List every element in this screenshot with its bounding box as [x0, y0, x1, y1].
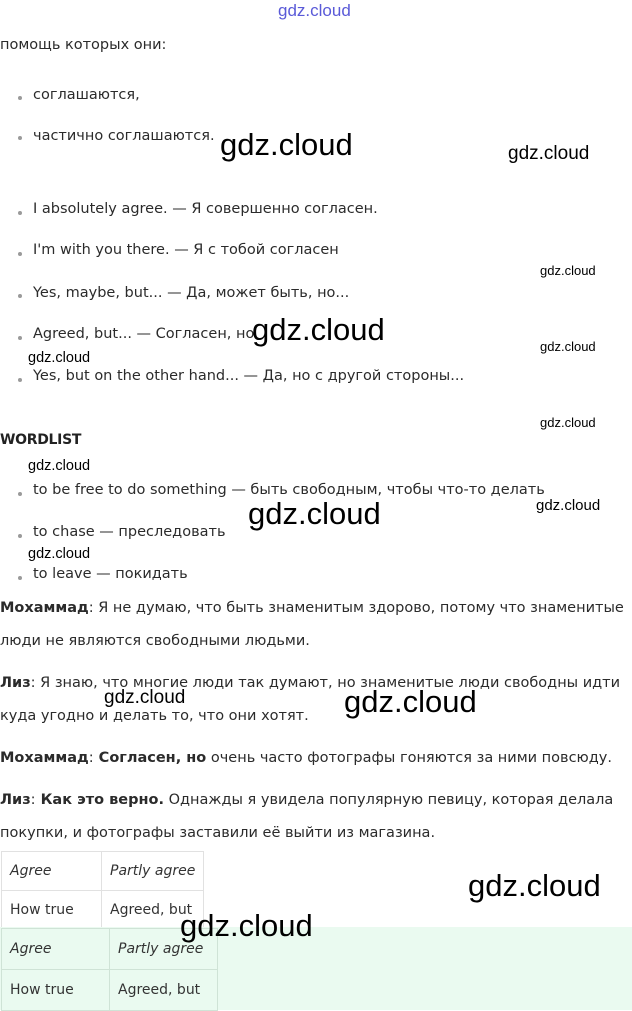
list-item: Agreed, but... — Согласен, но: [33, 326, 255, 342]
dialogue-text: Однажды я увидела популярную певицу, которая делала: [164, 792, 614, 808]
table-cell: How true: [2, 891, 102, 930]
speaker-sep: :: [30, 675, 36, 691]
dialogue-line: [0, 792, 613, 808]
watermark: gdz.cloud: [540, 415, 596, 430]
watermark: gdz.cloud: [344, 684, 477, 719]
dialogue-text: покупки, и фотографы заставили её выйти из магазина.: [0, 825, 436, 841]
intro-text: помощь которых они:: [0, 37, 167, 53]
watermark: gdz.cloud: [104, 687, 186, 708]
list-item: частично соглашаются.: [33, 128, 215, 144]
list-item: соглашаются,: [33, 87, 140, 103]
bullet-dot: [18, 136, 22, 140]
list-item: I'm with you there. — Я с тобой согласен: [33, 242, 339, 258]
table-header-agree: Agree: [2, 929, 110, 970]
table-row: [2, 970, 218, 1011]
table-row: [2, 891, 204, 930]
dialogue-text: куда угодно и делать то, что они хотят.: [0, 708, 309, 724]
bullet-dot: [18, 492, 22, 496]
list-item: I absolutely agree. — Я совершенно согласен.: [33, 201, 378, 217]
phrase-table: [1, 851, 204, 930]
watermark: gdz.cloud: [28, 350, 91, 366]
watermark-top: gdz.cloud: [278, 1, 351, 20]
speaker-sep: :: [30, 792, 36, 808]
wordlist-heading: WORDLIST: [0, 432, 82, 448]
dialogue-text: Я не думаю, что быть знаменитым здорово, потому что знаменитые: [93, 600, 624, 616]
table-header-partly: Partly agree: [110, 929, 218, 970]
speaker-sep: :: [88, 600, 94, 616]
list-item: Yes, maybe, but... — Да, может быть, но...: [33, 285, 350, 301]
table-cell: Agreed, but: [102, 891, 204, 930]
watermark: gdz.cloud: [468, 868, 601, 903]
speaker-name: Лиз: [0, 792, 31, 808]
bullet-dot: [18, 576, 22, 580]
list-item: Yes, but on the other hand... — Да, но с другой стороны...: [33, 368, 465, 384]
watermark: gdz.cloud: [508, 143, 590, 164]
watermark: gdz.cloud: [540, 263, 596, 278]
speaker-name: Мохаммад: [0, 600, 89, 616]
watermark: gdz.cloud: [180, 908, 313, 943]
emphasis-text: Согласен, но: [93, 750, 207, 766]
speaker-name: Лиз: [0, 675, 31, 691]
watermark: gdz.cloud: [540, 339, 596, 354]
table-cell: How true: [2, 970, 110, 1011]
table-cell: Agreed, but: [110, 970, 218, 1011]
watermark: gdz.cloud: [220, 127, 353, 162]
table-row: [2, 852, 204, 891]
bullet-dot: [18, 252, 22, 256]
list-item: to leave — покидать: [33, 566, 188, 582]
bullet-dot: [18, 534, 22, 538]
speaker-sep: :: [88, 750, 94, 766]
dialogue-text: очень часто фотографы гоняются за ними повсюду.: [206, 750, 612, 766]
watermark: gdz.cloud: [252, 312, 385, 347]
watermark: gdz.cloud: [28, 458, 91, 474]
emphasis-text: Как это верно.: [35, 792, 164, 808]
bullet-dot: [18, 378, 22, 382]
table-header-partly: Partly agree: [102, 852, 204, 891]
list-item: to be free to do something — быть свободным, чтобы что-то делать: [33, 482, 545, 498]
watermark: gdz.cloud: [536, 497, 601, 514]
bullet-dot: [18, 211, 22, 215]
dialogue-line: [0, 675, 620, 691]
list-item: to chase — преследовать: [33, 524, 226, 540]
dialogue-text: Я знаю, что многие люди так думают, но знаменитые люди свободны идти: [35, 675, 621, 691]
dialogue-line: [0, 600, 624, 616]
speaker-name: Мохаммад: [0, 750, 89, 766]
dialogue-text: люди не являются свободными людьми.: [0, 633, 310, 649]
bullet-dot: [18, 336, 22, 340]
bullet-dot: [18, 96, 22, 100]
table-header-agree: Agree: [2, 852, 102, 891]
watermark: gdz.cloud: [248, 496, 381, 531]
dialogue-line: [0, 750, 612, 766]
watermark: gdz.cloud: [28, 546, 91, 562]
bullet-dot: [18, 294, 22, 298]
